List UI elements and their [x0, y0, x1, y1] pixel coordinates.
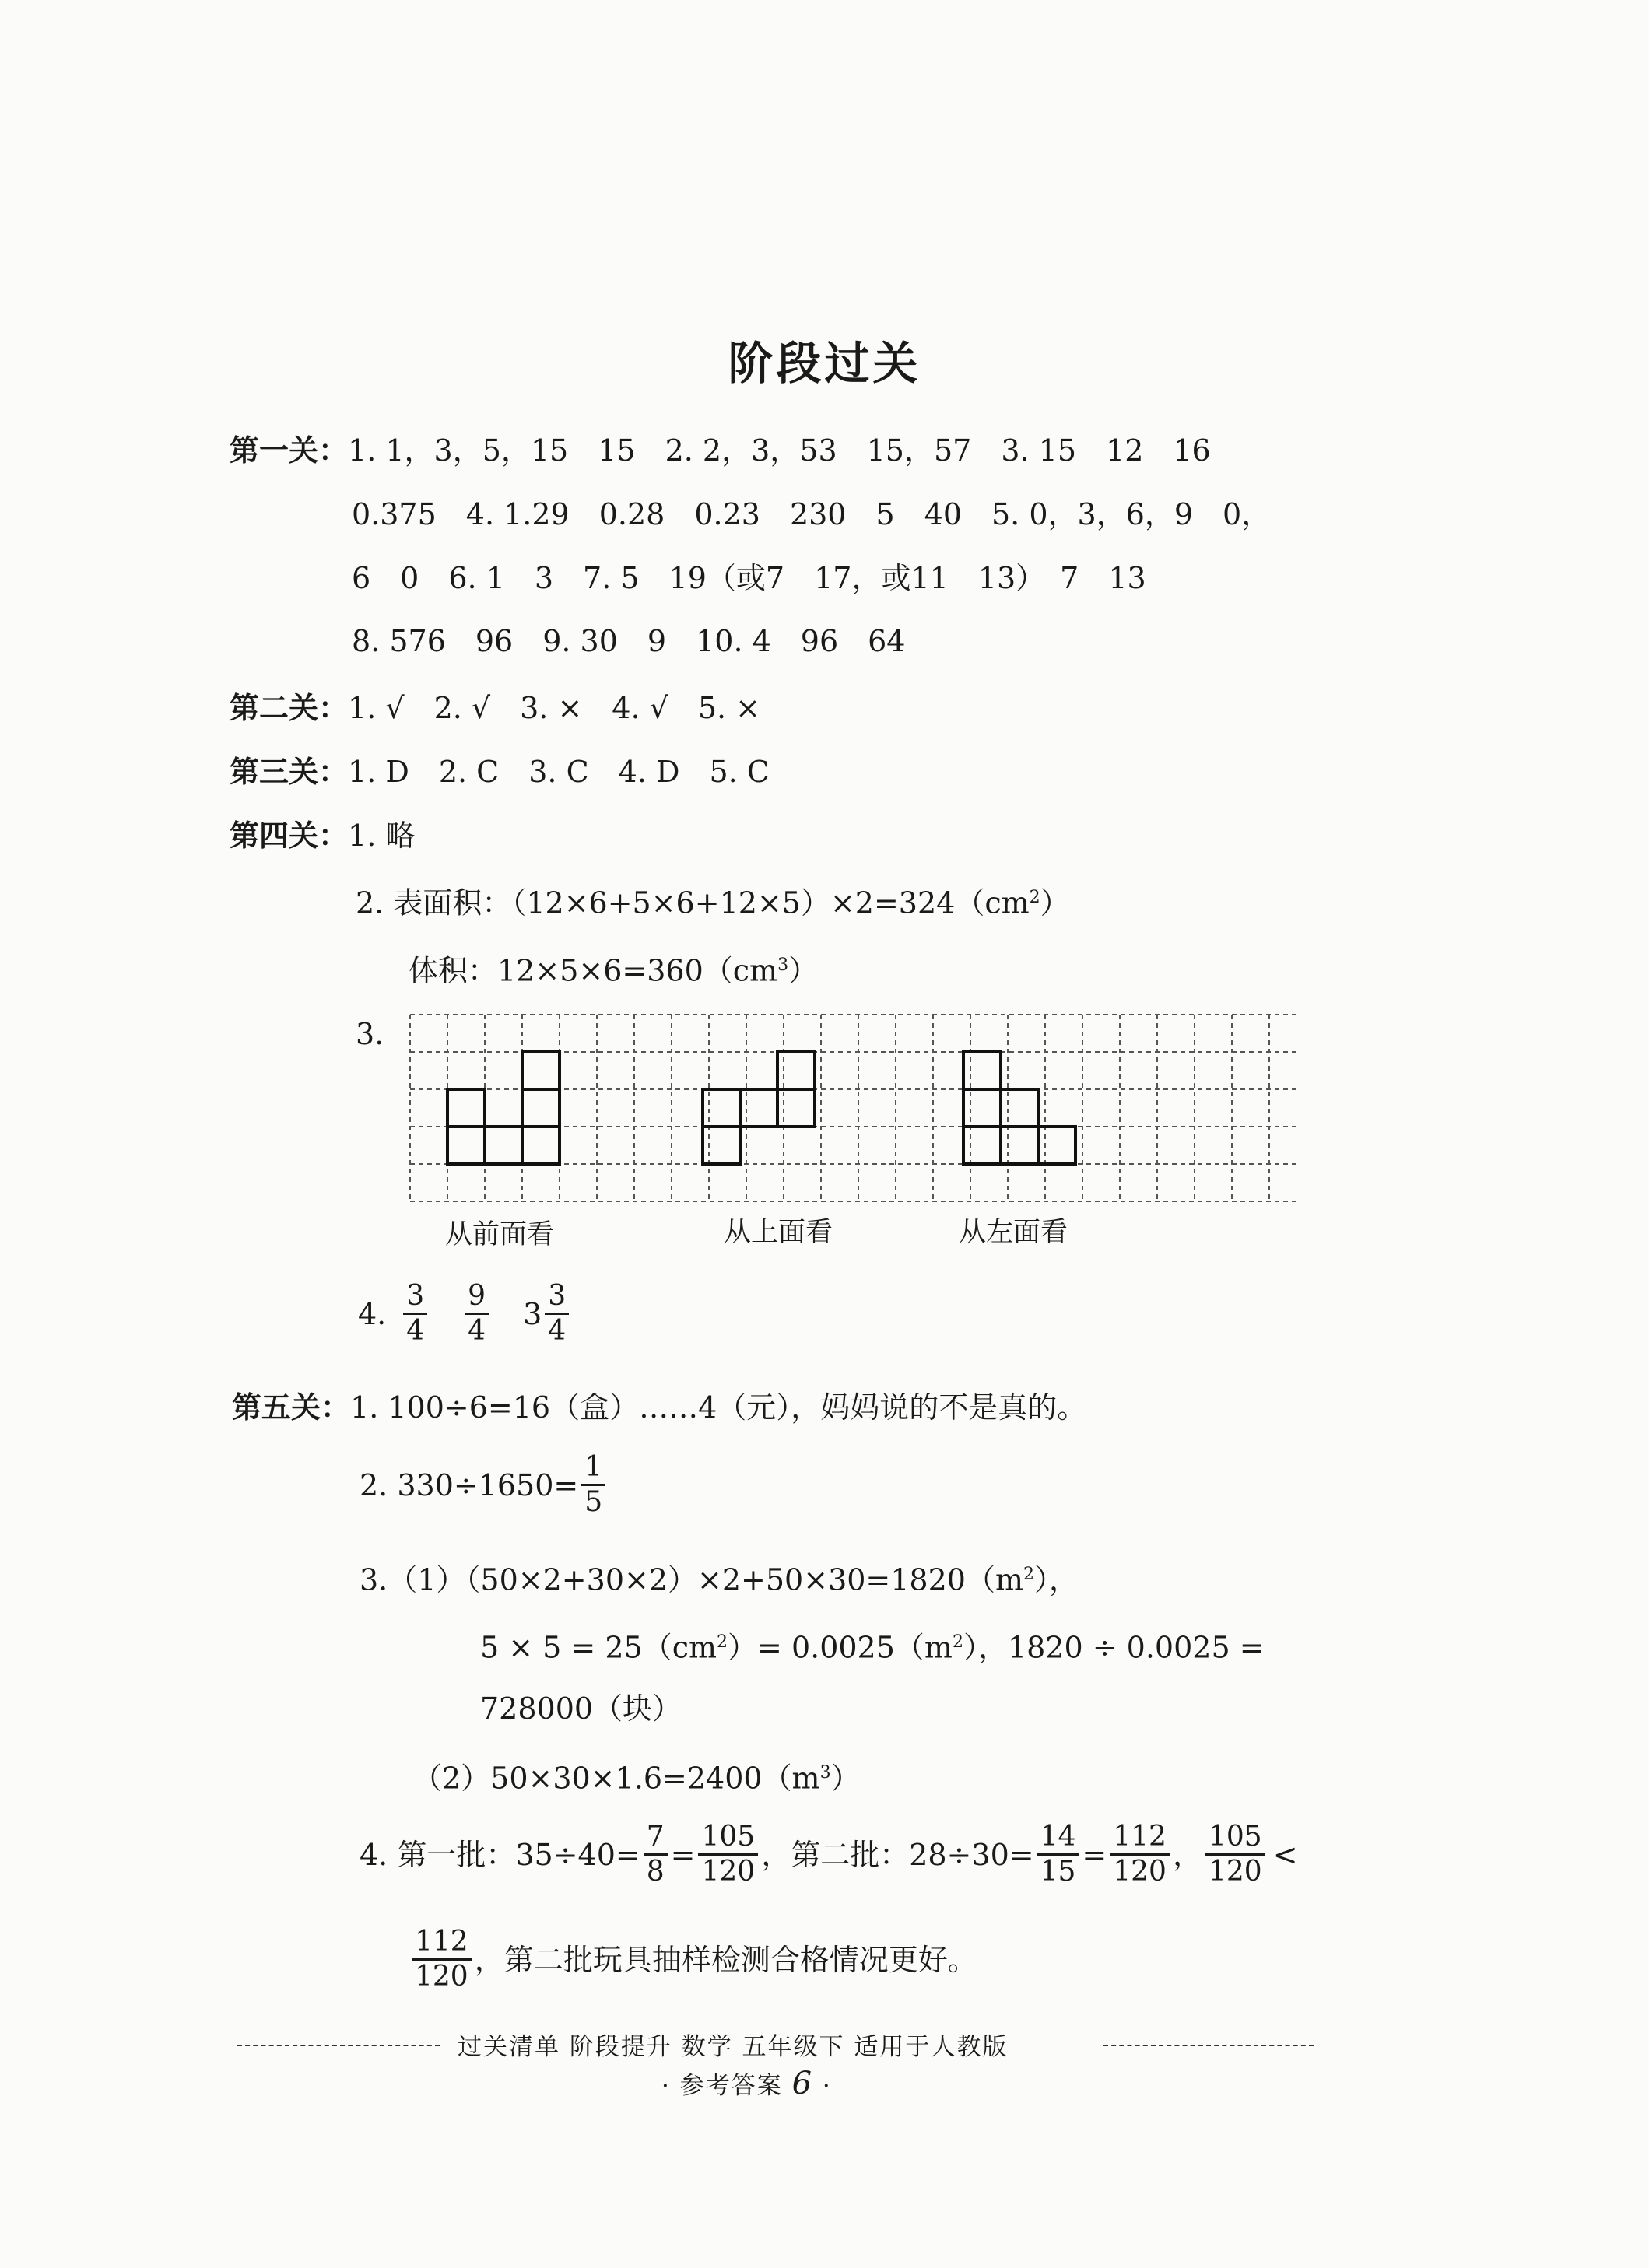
view-left	[963, 1052, 1075, 1164]
fraction-9-4: $\frac{9}{4}$	[465, 1280, 489, 1348]
dashed-grid	[410, 1015, 1300, 1201]
footer-dash-left	[237, 2045, 440, 2046]
level-5-q3-line2: $5 \times 5 = 25(cm^2)= 0.0025(m^2)$，1820 ÷ 0.0025 =	[480, 1630, 1265, 1665]
view-front	[447, 1052, 560, 1164]
level-4-row-1	[230, 817, 415, 854]
caption-top-view: 从上面看	[724, 1217, 833, 1248]
level-5-q1: 1. 100÷6=16（盒）……4（元），妈妈说的不是真的。	[350, 1390, 1087, 1425]
page-number: 6	[791, 2066, 814, 2101]
level-4-q4: 4. $\frac{3}{4}$ $\frac{9}{4}$ 3 $\frac{3}{4}$	[358, 1280, 572, 1348]
mixed-fraction-3-3-4: $\frac{3}{4}$	[545, 1280, 569, 1348]
level-4-q2-surface: 2. 表面积：$(12\times 6+5\times 6+12\times 5)\times 2=324(cm^2)$	[356, 885, 1070, 920]
level-2-text: 1. √ 2. √ 3. × 4. √ 5. ×	[348, 691, 761, 725]
level-5-label: 第五关：	[232, 1390, 351, 1425]
level-1-text-1: 1. 1，3，5，15 15 2. 2，3，53 15，57 3. 15 12 16	[348, 433, 1211, 468]
level-3-text: 1. D 2. C 3. C 4. D 5. C	[348, 755, 770, 789]
level-5-q3-part2: $(2)50\times 30\times 1.6=2400(m^3)$	[412, 1761, 861, 1796]
level-5-row-1	[232, 1389, 1086, 1426]
view-top	[703, 1052, 815, 1164]
three-view-grid-figure	[405, 1008, 1300, 1210]
level-5-q4-conclusion: $\frac{112}{120}$ ，第二批玩具抽样检测合格情况更好。	[409, 1926, 977, 1993]
level-4-label: 第四关：	[230, 818, 349, 853]
level-1-row-1	[230, 432, 1211, 469]
footer-book-title: 过关清单 阶段提升 数学 五年级下 适用于人教版	[458, 2033, 1009, 2061]
level-4-q1: 1. 略	[348, 819, 416, 853]
level-5-q2: 2. 330÷1650= $\frac{1}{5}$	[360, 1451, 609, 1519]
level-2-row	[230, 689, 760, 727]
level-5-q3-line3: 728000（块）	[480, 1691, 682, 1726]
page-title: 阶段过关	[728, 337, 921, 390]
footer-page-label: · 参考答案 6 ·	[661, 2066, 832, 2101]
caption-left-view: 从左面看	[959, 1217, 1068, 1248]
level-5-q4: 4. 第一批：35÷40= $\frac{7}{8}$ = $\frac{105}{120}$ ，第二批：28÷30= $\frac{14}{15}$ = $\frac{112}{120}$ ， $\frac{105}{120}$ <	[360, 1821, 1298, 1888]
fraction-3-4: $\frac{3}{4}$	[403, 1280, 427, 1348]
level-1-row-2: 0.375 4. 1.29 0.28 0.23 230 5 40 5. 0，3，6，9 0，	[352, 497, 1272, 531]
level-5-q3-part1: $3.(1)(50\times 2+30\times 2)\times 2+50\times 30=1820(m^2)$，	[360, 1562, 1079, 1597]
caption-front-view: 从前面看	[445, 1219, 555, 1250]
level-4-q3-number: 3.	[356, 1017, 384, 1051]
footer-dash-right	[1103, 2045, 1314, 2046]
level-4-q2-volume: 体积：$12\times 5\times 6=360(cm^3)$	[409, 953, 819, 988]
level-3-row	[230, 753, 770, 790]
level-1-label: 第一关：	[230, 433, 349, 468]
level-1-row-4: 8. 576 96 9. 30 9 10. 4 96 64	[352, 624, 906, 658]
level-2-label: 第二关：	[230, 690, 349, 725]
level-1-row-3: 6 0 6. 1 3 7. 5 19（或7 17，或11 13） 7 13	[352, 561, 1146, 595]
level-3-label: 第三关：	[230, 754, 349, 789]
